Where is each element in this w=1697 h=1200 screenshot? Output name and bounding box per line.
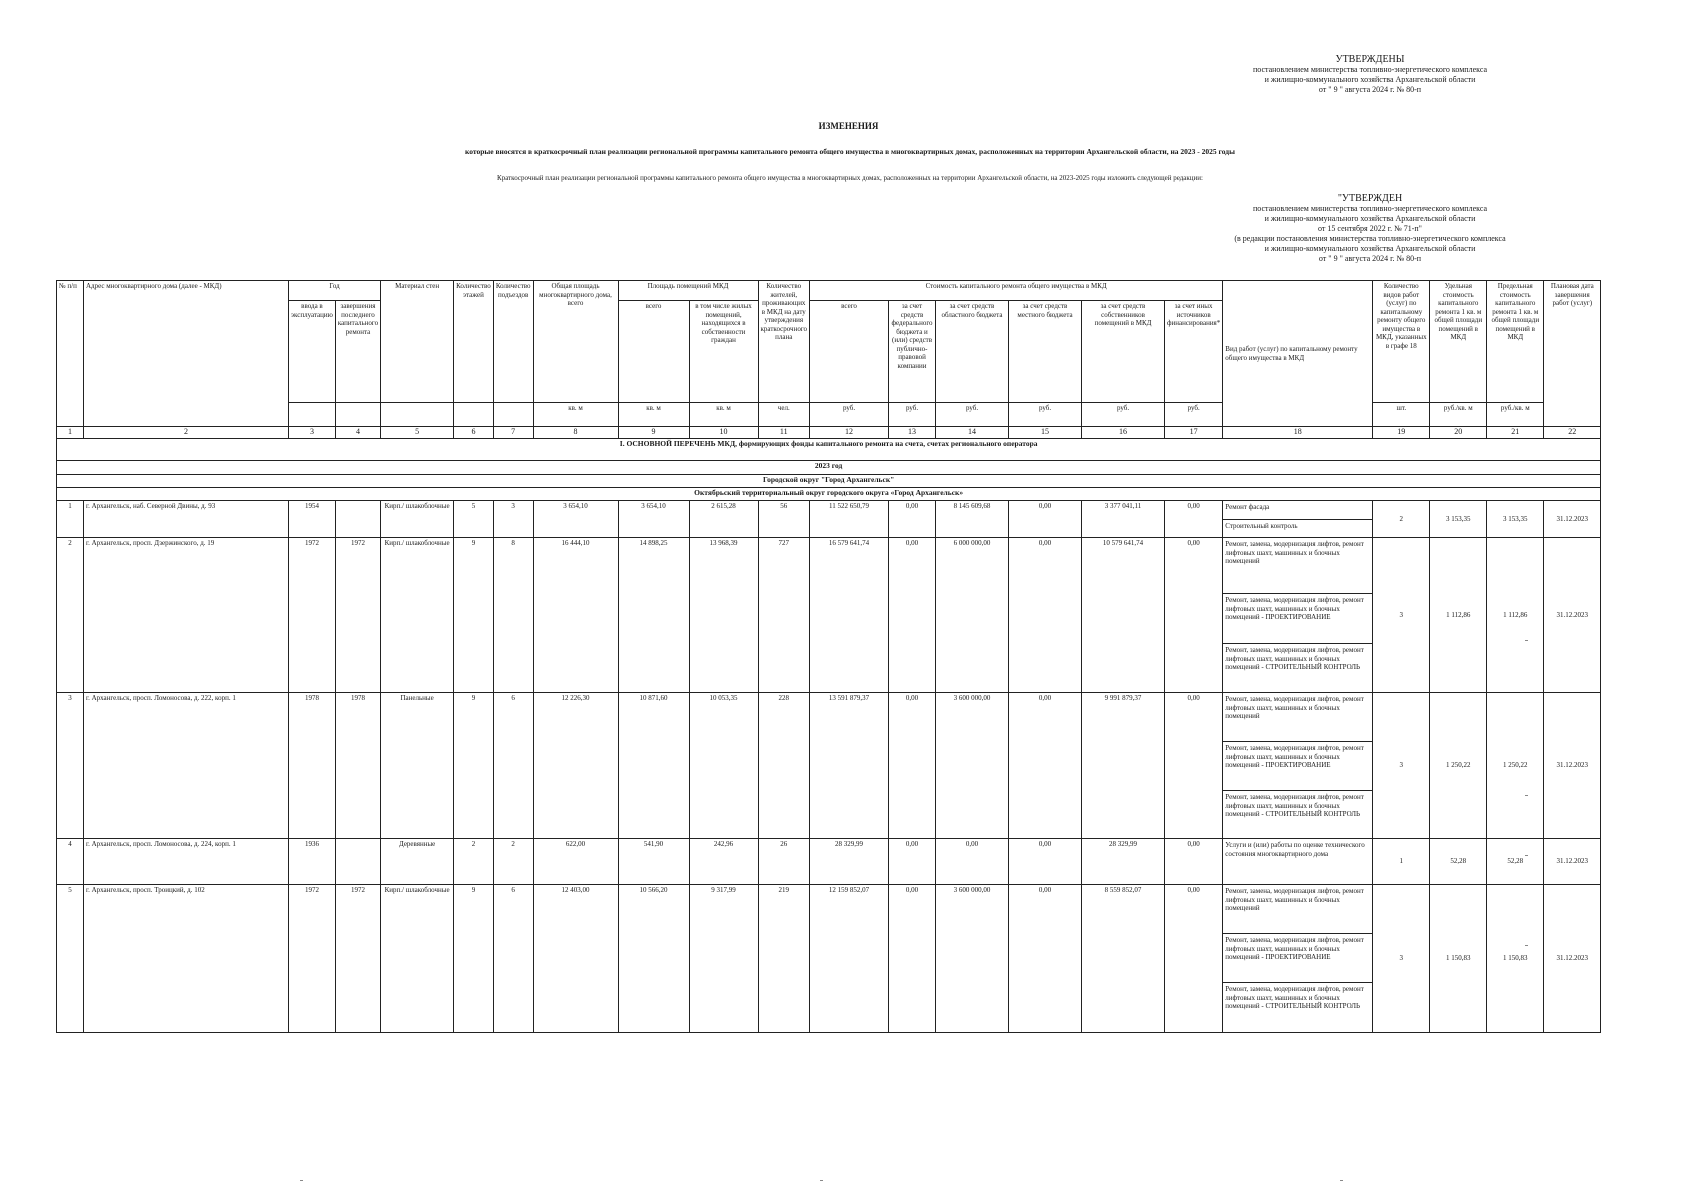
header-entrances: Количество подъездов: [493, 281, 533, 403]
column-number: 19: [1373, 427, 1430, 439]
row-cost-federal: 0,00: [889, 538, 936, 693]
row-cost-other: 0,00: [1165, 538, 1223, 693]
row-cost-owners: 3 377 041,11: [1082, 501, 1165, 538]
work-type-item: Ремонт, замена, модернизация лифтов, ремонт лифтовых шахт, машинных и блочных помещений: [1223, 693, 1372, 742]
header-unit-cost: Удельная стоимость капитального ремонта 1 кв. м общей площади помещений в МКД: [1430, 281, 1487, 403]
header-year: Год: [289, 281, 381, 301]
column-number: 3: [289, 427, 336, 439]
row-cost-total: 11 522 650,79: [810, 501, 889, 538]
column-number: 17: [1165, 427, 1223, 439]
row-premises-total: 3 654,10: [618, 501, 689, 538]
column-number: 14: [936, 427, 1009, 439]
row-residents: 727: [758, 538, 810, 693]
work-type-item: Ремонт, замена, модернизация лифтов, ремонт лифтовых шахт, машинных и блочных помещений: [1223, 538, 1372, 594]
header-premises-area: Площадь помещений МКД: [618, 281, 758, 301]
row-total-area: 12 403,00: [533, 885, 618, 1033]
section-year: 2023 год: [57, 461, 1601, 475]
work-type-item: Ремонт, замена, модернизация лифтов, ремонт лифтовых шахт, машинных и блочных помещений - ПРОЕКТИРОВАНИЕ: [1223, 742, 1372, 791]
approval-line: (в редакции постановления министерства топливно-энергетического комплекса: [1234, 234, 1506, 243]
column-number: 18: [1223, 427, 1373, 439]
row-cost-total: 12 159 852,07: [810, 885, 889, 1033]
row-cost-federal: 0,00: [889, 501, 936, 538]
header-total-area: Общая площадь многоквартирного дома, всего: [533, 281, 618, 403]
header-residents: Количество жителей, проживающих в МКД на дату утверждения краткосрочного плана: [758, 281, 810, 403]
row-total-area: 622,00: [533, 839, 618, 885]
row-address: г. Архангельск, наб. Северной Двины, д. 93: [84, 501, 289, 538]
row-work-types: [1223, 885, 1373, 1033]
row-cost-local: 0,00: [1009, 885, 1082, 1033]
header-max-cost: Предельная стоимость капитального ремонта 1 кв. м общей площади помещений в МКД: [1487, 281, 1544, 403]
row-year-commission: 1978: [289, 693, 336, 839]
row-cost-owners: 10 579 641,74: [1082, 538, 1165, 693]
header-year-commission: ввода в эксплуатацию: [289, 301, 336, 403]
row-entrances: 6: [493, 885, 533, 1033]
row-cost-total: 16 579 641,74: [810, 538, 889, 693]
row-cost-other: 0,00: [1165, 501, 1223, 538]
row-floors: 9: [454, 885, 494, 1033]
row-year-commission: 1954: [289, 501, 336, 538]
row-premises-citizens: 13 968,39: [689, 538, 758, 693]
row-work-count: 3: [1373, 693, 1430, 839]
row-cost-total: 13 591 879,37: [810, 693, 889, 839]
unit-sqm: кв. м: [618, 403, 689, 427]
row-number: 5: [57, 885, 84, 1033]
row-address: г. Архангельск, просп. Дзержинского, д. 19: [84, 538, 289, 693]
row-address: г. Архангельск, просп. Ломоносова, д. 222, корп. 1: [84, 693, 289, 839]
row-number: 2: [57, 538, 84, 693]
approval-line: от 15 сентября 2022 г. № 71-п": [1318, 224, 1422, 233]
unit-rub: руб.: [1165, 403, 1223, 427]
header-premises-total: всего: [618, 301, 689, 403]
section-main: I. ОСНОВНОЙ ПЕРЕЧЕНЬ МКД, формирующих фонды капитального ремонта на счета, счетах регионального оператора: [57, 439, 1601, 461]
row-year-commission: 1972: [289, 538, 336, 693]
capital-repair-plan-table: [56, 280, 1601, 1033]
approval-line: постановлением министерства топливно-энергетического комплекса: [1252, 65, 1488, 74]
row-year-last-repair: 1972: [335, 538, 380, 693]
row-max-cost: 1 112,86: [1487, 538, 1544, 693]
unit-rub: руб.: [936, 403, 1009, 427]
table-row: [57, 501, 1601, 538]
row-cost-regional: 3 600 000,00: [936, 693, 1009, 839]
work-type-item: Ремонт, замена, модернизация лифтов, ремонт лифтовых шахт, машинных и блочных помещений: [1223, 885, 1372, 934]
row-year-last-repair: 1978: [335, 693, 380, 839]
row-premises-total: 10 566,20: [618, 885, 689, 1033]
row-residents: 228: [758, 693, 810, 839]
column-number: 1: [57, 427, 84, 439]
row-total-area: 16 444,10: [533, 538, 618, 693]
row-floors: 9: [454, 693, 494, 839]
row-cost-federal: 0,00: [889, 885, 936, 1033]
row-cost-regional: 0,00: [936, 839, 1009, 885]
row-max-cost: 1 250,22: [1487, 693, 1544, 839]
row-cost-local: 0,00: [1009, 501, 1082, 538]
row-max-cost: 52,28: [1487, 839, 1544, 885]
row-premises-citizens: 242,96: [689, 839, 758, 885]
approval-line: и жилищно-коммунального хозяйства Архангельской области: [1264, 75, 1476, 84]
row-cost-regional: 8 145 609,68: [936, 501, 1009, 538]
row-walls: Деревянные: [381, 839, 454, 885]
column-number: 5: [381, 427, 454, 439]
header-cost-total: всего: [810, 301, 889, 403]
row-cost-federal: 0,00: [889, 839, 936, 885]
work-type-item: Ремонт, замена, модернизация лифтов, ремонт лифтовых шахт, машинных и блочных помещений - СТРОИТЕЛЬНЫЙ КОНТРОЛЬ: [1225, 646, 1364, 671]
work-type-item: Ремонт, замена, модернизация лифтов, ремонт лифтовых шахт, машинных и блочных помещений - ПРОЕКТИРОВАНИЕ: [1223, 934, 1372, 983]
header-walls: Материал стен: [381, 281, 454, 403]
approval-line: и жилищно-коммунального хозяйства Архангельской области: [1264, 244, 1476, 253]
header-year-last-repair: завершения последнего капитального ремонта: [335, 301, 380, 403]
row-residents: 26: [758, 839, 810, 885]
column-number: 6: [454, 427, 494, 439]
row-entrances: 3: [493, 501, 533, 538]
row-work-types: [1223, 538, 1373, 693]
approval-line: и жилищно-коммунального хозяйства Архангельской области: [1264, 214, 1476, 223]
header-floors: Количество этажей: [454, 281, 494, 403]
row-work-count: 3: [1373, 885, 1430, 1033]
row-number: 3: [57, 693, 84, 839]
unit-people: чел.: [758, 403, 810, 427]
row-address: г. Архангельск, просп. Ломоносова, д. 224, корп. 1: [84, 839, 289, 885]
header-work-type: Вид работ (услуг) по капитальному ремонту общего имущества в МКД: [1223, 281, 1373, 427]
row-premises-total: 541,90: [618, 839, 689, 885]
row-planned-date: 31.12.2023: [1544, 839, 1601, 885]
unit-rub-sqm: руб./кв. м: [1487, 403, 1544, 427]
row-entrances: 8: [493, 538, 533, 693]
row-floors: 9: [454, 538, 494, 693]
header-address: Адрес многоквартирного дома (далее - МКД): [84, 281, 289, 427]
unit-rub: руб.: [889, 403, 936, 427]
header-premises-citizens: в том числе жилых помещений, находящихся в собственности граждан: [689, 301, 758, 403]
row-premises-citizens: 2 615,28: [689, 501, 758, 538]
row-cost-other: 0,00: [1165, 885, 1223, 1033]
section-district: Октябрьский территориальный округ городского округа «Город Архангельск»: [57, 488, 1601, 501]
work-type-item: Ремонт фасада: [1223, 501, 1372, 520]
header-cost-local: за счет средств местного бюджета: [1009, 301, 1082, 403]
unit-rub: руб.: [1009, 403, 1082, 427]
column-number: 13: [889, 427, 936, 439]
row-cost-regional: 6 000 000,00: [936, 538, 1009, 693]
row-premises-citizens: 9 317,99: [689, 885, 758, 1033]
column-number: 9: [618, 427, 689, 439]
row-walls: Панельные: [381, 693, 454, 839]
row-cost-other: 0,00: [1165, 693, 1223, 839]
row-cost-local: 0,00: [1009, 538, 1082, 693]
column-number: 11: [758, 427, 810, 439]
row-cost-other: 0,00: [1165, 839, 1223, 885]
row-floors: 5: [454, 501, 494, 538]
row-work-types: [1223, 501, 1373, 538]
header-cost-other: за счет иных источников финансирования*: [1165, 301, 1223, 403]
approval-line: постановлением министерства топливно-энергетического комплекса: [1252, 204, 1488, 213]
column-number: 7: [493, 427, 533, 439]
unit-sqm: кв. м: [533, 403, 618, 427]
row-cost-regional: 3 600 000,00: [936, 885, 1009, 1033]
header-num: № п/п: [57, 281, 84, 427]
header-cost-regional: за счет средств областного бюджета: [936, 301, 1009, 403]
row-unit-cost: 1 250,22: [1430, 693, 1487, 839]
row-year-last-repair: 1972: [335, 885, 380, 1033]
row-unit-cost: 3 153,35: [1430, 501, 1487, 538]
row-address: г. Архангельск, просп. Троицкий, д. 102: [84, 885, 289, 1033]
work-type-item: Ремонт, замена, модернизация лифтов, ремонт лифтовых шахт, машинных и блочных помещений - СТРОИТЕЛЬНЫЙ КОНТРОЛЬ: [1225, 985, 1364, 1010]
row-year-last-repair: [335, 839, 380, 885]
row-cost-federal: 0,00: [889, 693, 936, 839]
row-premises-citizens: 10 053,35: [689, 693, 758, 839]
row-work-types: [1223, 839, 1373, 885]
row-residents: 219: [758, 885, 810, 1033]
column-number: 16: [1082, 427, 1165, 439]
row-work-count: 3: [1373, 538, 1430, 693]
column-number: 10: [689, 427, 758, 439]
header-cost: Стоимость капитального ремонта общего имущества в МКД: [810, 281, 1223, 301]
header-cost-owners: за счет средств собственников помещений в МКД: [1082, 301, 1165, 403]
row-planned-date: 31.12.2023: [1544, 501, 1601, 538]
table-row: [57, 538, 1601, 693]
column-number: 20: [1430, 427, 1487, 439]
row-number: 4: [57, 839, 84, 885]
row-planned-date: 31.12.2023: [1544, 538, 1601, 693]
column-number: 8: [533, 427, 618, 439]
row-work-types: [1223, 693, 1373, 839]
approval-title: УТВЕРЖДЕНЫ: [1335, 54, 1405, 65]
row-total-area: 12 226,30: [533, 693, 618, 839]
intro-text: Краткосрочный план реализации региональной программы капитального ремонта общего имущества в многоквартирных домах, расположенных на территории Архангельской области, на 2023-2025 годы изложить следующей редакции:: [497, 174, 1203, 182]
doc-title: ИЗМЕНЕНИЯ: [818, 121, 879, 131]
approval-date: от " 9 " августа 2024 г. № 80-п: [1318, 254, 1422, 263]
row-planned-date: 31.12.2023: [1544, 693, 1601, 839]
approval-block-second: [1205, 194, 1535, 264]
header-planned-date: Плановая дата завершения работ (услуг): [1544, 281, 1601, 427]
row-unit-cost: 52,28: [1430, 839, 1487, 885]
row-cost-local: 0,00: [1009, 839, 1082, 885]
row-cost-total: 28 329,99: [810, 839, 889, 885]
row-unit-cost: 1 150,83: [1430, 885, 1487, 1033]
column-number: 2: [84, 427, 289, 439]
row-unit-cost: 1 112,86: [1430, 538, 1487, 693]
approval-title: "УТВЕРЖДЕН: [1337, 193, 1403, 204]
row-work-count: 1: [1373, 839, 1430, 885]
work-type-item: Услуги и (или) работы по оценке технического состояния многоквартирного дома: [1225, 841, 1365, 858]
row-cost-owners: 28 329,99: [1082, 839, 1165, 885]
row-premises-total: 10 871,60: [618, 693, 689, 839]
row-cost-owners: 8 559 852,07: [1082, 885, 1165, 1033]
table-row: [57, 693, 1601, 839]
row-max-cost: 3 153,35: [1487, 501, 1544, 538]
row-premises-total: 14 898,25: [618, 538, 689, 693]
unit-rub: руб.: [810, 403, 889, 427]
row-year-commission: 1936: [289, 839, 336, 885]
table-row: [57, 839, 1601, 885]
unit-rub-sqm: руб./кв. м: [1430, 403, 1487, 427]
row-residents: 56: [758, 501, 810, 538]
work-type-item: Строительный контроль: [1225, 522, 1298, 530]
unit-rub: руб.: [1082, 403, 1165, 427]
column-number: 4: [335, 427, 380, 439]
row-total-area: 3 654,10: [533, 501, 618, 538]
row-floors: 2: [454, 839, 494, 885]
column-number: 12: [810, 427, 889, 439]
row-walls: Кирп./ шлакоблочные: [381, 501, 454, 538]
row-walls: Кирп./ шлакоблочные: [381, 538, 454, 693]
work-type-item: Ремонт, замена, модернизация лифтов, ремонт лифтовых шахт, машинных и блочных помещений - СТРОИТЕЛЬНЫЙ КОНТРОЛЬ: [1225, 793, 1364, 818]
column-number: 15: [1009, 427, 1082, 439]
section-city: Городской округ "Город Архангельск": [57, 475, 1601, 488]
row-cost-local: 0,00: [1009, 693, 1082, 839]
approval-block-top: [1225, 55, 1515, 95]
header-work-count: Количество видов работ (услуг) по капитальному ремонту общего имущества в МКД, указанных в графе 18: [1373, 281, 1430, 403]
row-number: 1: [57, 501, 84, 538]
unit-sqm: кв. м: [689, 403, 758, 427]
row-work-count: 2: [1373, 501, 1430, 538]
approval-date: от " 9 " августа 2024 г. № 80-п: [1318, 85, 1422, 94]
column-number: 21: [1487, 427, 1544, 439]
row-cost-owners: 9 991 879,37: [1082, 693, 1165, 839]
row-max-cost: 1 150,83: [1487, 885, 1544, 1033]
row-planned-date: 31.12.2023: [1544, 885, 1601, 1033]
column-number: 22: [1544, 427, 1601, 439]
table-row: [57, 885, 1601, 1033]
unit-pcs: шт.: [1373, 403, 1430, 427]
row-year-commission: 1972: [289, 885, 336, 1033]
header-cost-federal: за счет средств федерального бюджета и (или) средств публично-правовой компании: [889, 301, 936, 403]
row-entrances: 2: [493, 839, 533, 885]
row-year-last-repair: [335, 501, 380, 538]
row-entrances: 6: [493, 693, 533, 839]
work-type-item: Ремонт, замена, модернизация лифтов, ремонт лифтовых шахт, машинных и блочных помещений - ПРОЕКТИРОВАНИЕ: [1223, 594, 1372, 644]
doc-subtitle: которые вносятся в краткосрочный план реализации региональной программы капитального ремонта общего имущества в многоквартирных домах, расположенных на территории Архангельской области, на 2023 - 2025 годы: [465, 147, 1235, 156]
row-walls: Кирп./ шлакоблочные: [381, 885, 454, 1033]
